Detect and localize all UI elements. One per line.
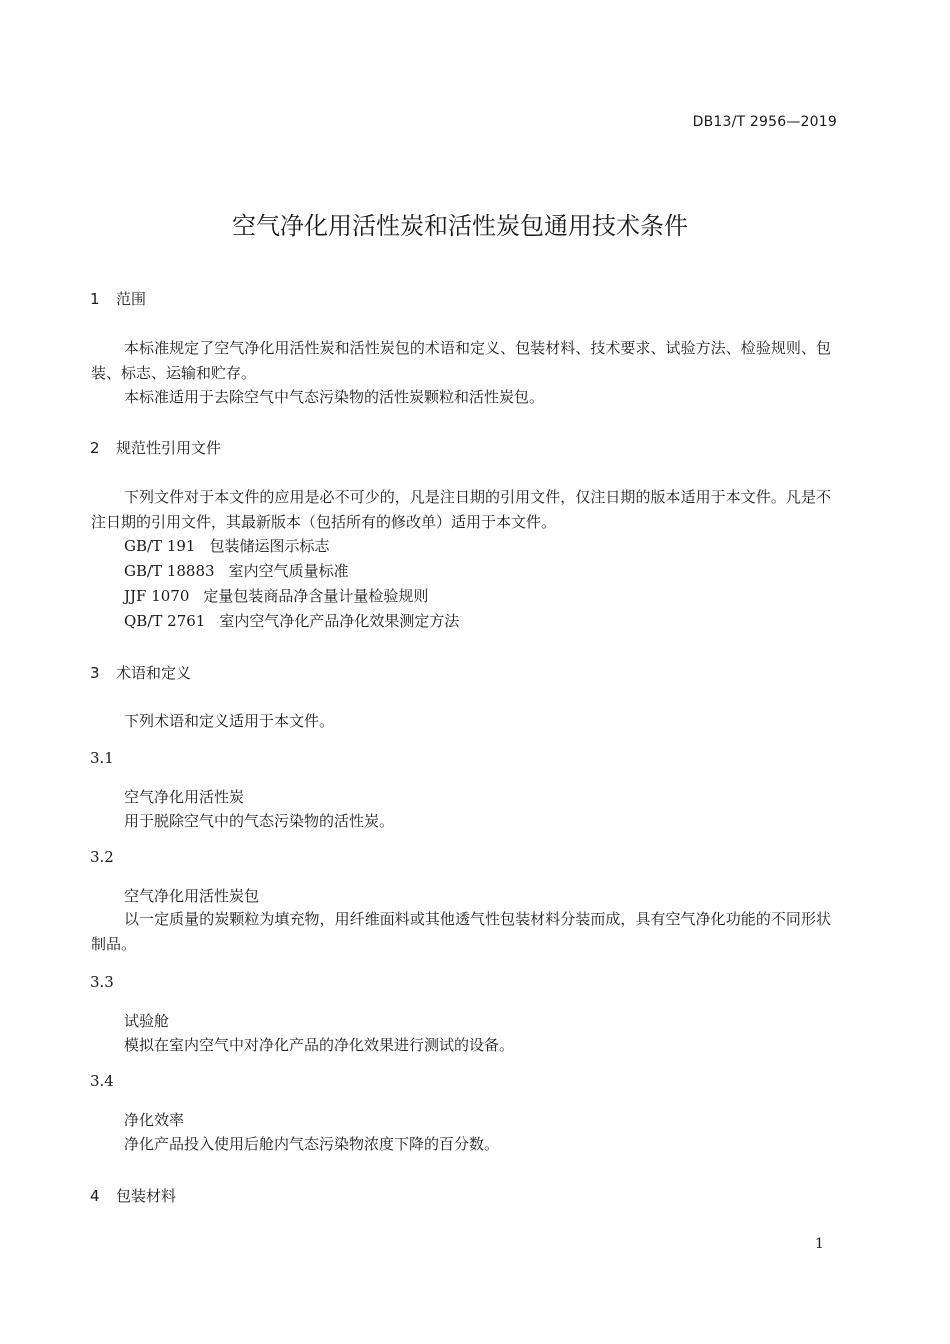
reference-name: 包装储运图示标志 [209,537,330,555]
reference-code: QB/T 2761 [124,612,206,630]
reference-item [124,585,428,606]
reference-name: 定量包装商品净含量计量检验规则 [203,587,429,605]
reference-name: 室内空气净化产品净化效果测定方法 [219,612,460,630]
term-definition: 用于脱除空气中的气态污染物的活性炭。 [124,812,395,830]
term-definition: 模拟在室内空气中对净化产品的净化效果进行测试的设备。 [124,1036,515,1054]
section-heading-1 [90,288,146,309]
reference-item [124,610,459,631]
term-definition: 以一定质量的炭颗粒为填充物，用纤维面料或其他透气性包装材料分装而成，具有空气净化功能的不同形状制品。 [91,910,831,953]
reference-code: GB/T 18883 [124,562,215,580]
reference-item [124,560,349,581]
term-definition: 净化产品投入使用后舱内气态污染物浓度下降的百分数。 [124,1135,500,1153]
term-name: 空气净化用活性炭 [124,788,245,806]
term-name: 试验舱 [124,1012,170,1030]
section-number: 4 [90,1187,100,1205]
section-heading-4 [90,1185,176,1206]
section-title: 术语和定义 [116,664,192,682]
term-number: 3.3 [90,973,114,991]
section-heading-3 [90,662,191,683]
section-title: 规范性引用文件 [116,439,222,457]
section-number: 3 [90,664,100,682]
reference-code: JJF 1070 [124,587,190,605]
document-title: 空气净化用活性炭和活性炭包通用技术条件 [232,212,688,240]
page-number: 1 [815,1236,824,1252]
document-code: DB13/T 2956—2019 [692,114,837,130]
paragraph: 本标准适用于去除空气中气态污染物的活性炭颗粒和活性炭包。 [124,388,545,406]
reference-code: GB/T 191 [124,537,196,555]
term-name: 空气净化用活性炭包 [124,887,260,905]
reference-item [124,535,329,556]
paragraph: 下列术语和定义适用于本文件。 [124,712,335,730]
term-number: 3.1 [90,749,114,767]
section-title: 包装材料 [116,1187,177,1205]
section-number: 1 [90,290,100,308]
reference-name: 室内空气质量标准 [228,562,349,580]
paragraph: 本标准规定了空气净化用活性炭和活性炭包的术语和定义、包装材料、技术要求、试验方法、检验规则、包装、标志、运输和贮存。 [91,339,831,382]
term-name: 净化效率 [124,1111,185,1129]
paragraph: 下列文件对于本文件的应用是必不可少的，凡是注日期的引用文件，仅注日期的版本适用于本文件。凡是不注日期的引用文件，其最新版本（包括所有的修改单）适用于本文件。 [91,488,831,531]
term-number: 3.2 [90,848,114,866]
term-number: 3.4 [90,1072,114,1090]
section-title: 范围 [116,290,147,308]
section-number: 2 [90,439,100,457]
section-heading-2 [90,437,221,458]
